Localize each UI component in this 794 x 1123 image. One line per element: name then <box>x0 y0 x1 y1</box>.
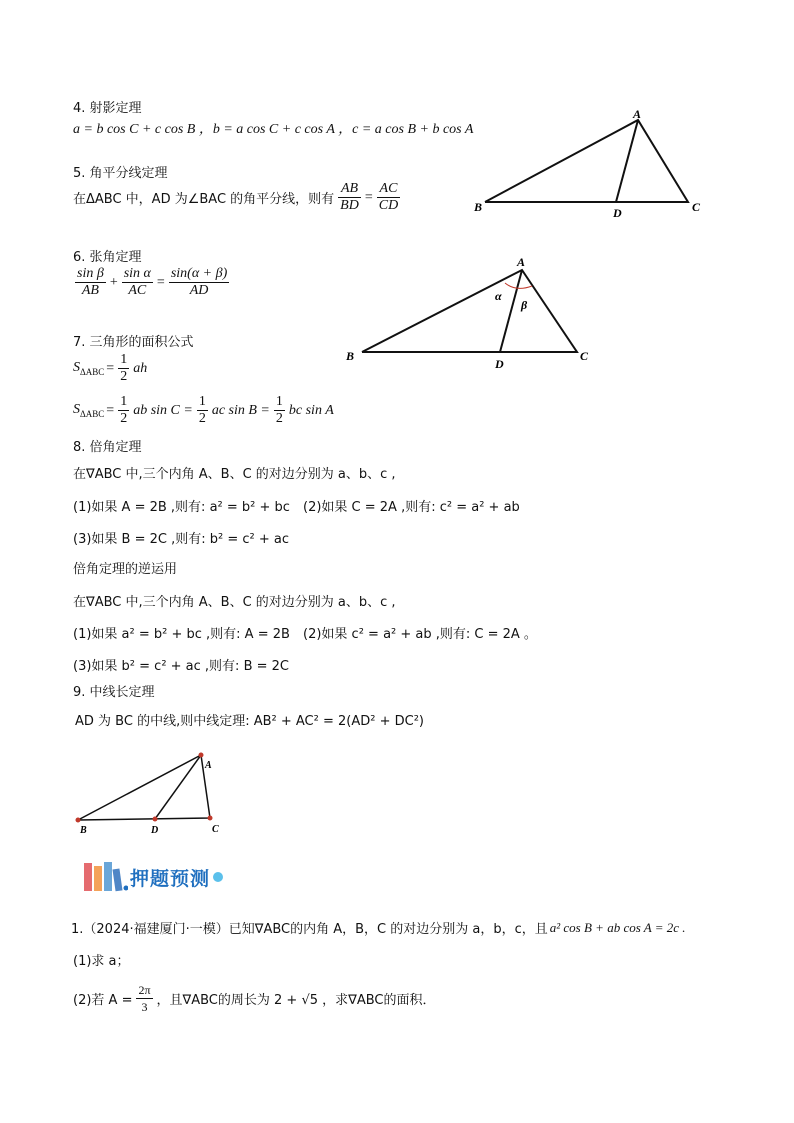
area-term-1: ab sin C = <box>133 402 193 418</box>
fraction-2pi-3 <box>136 982 152 1015</box>
fig2-label-alpha: α <box>495 289 502 303</box>
fraction-sinab-ad <box>169 266 229 299</box>
denominator: AC <box>128 283 147 298</box>
fraction-half <box>274 394 285 427</box>
area-formula-1: $S_{\Delta ABC}$ = $\frac{1}{2}$ ah <box>73 352 148 384</box>
numerator: 1 <box>120 394 128 409</box>
denominator: 2 <box>275 411 283 426</box>
fig3-label-c: C <box>212 824 219 835</box>
denominator: 2 <box>120 411 128 426</box>
area-term-2: ac sin B = <box>211 402 270 418</box>
numerator: 1 <box>275 394 283 409</box>
numerator: AB <box>338 181 361 198</box>
section-5-title: 5. 角平分线定理 <box>73 166 168 181</box>
part-2-prefix: (2)若 A = <box>73 993 133 1008</box>
badge-title: 押题预测 <box>130 867 211 890</box>
section-8-title: 8. 倍角定理 <box>73 440 142 455</box>
fig2-label-beta: β <box>521 298 528 312</box>
area-symbol: S <box>73 360 80 375</box>
section-9-title: 9. 中线长定理 <box>73 685 155 700</box>
angle-bisector-formula: 在ΔABC 中，AD 为∠BAC 的角平分线，则有 $\frac{AB}{BD}$ = $\frac{AC}{CD}$ <box>73 181 399 213</box>
fraction-half <box>118 352 129 385</box>
section-6-title: 6. 张角定理 <box>73 250 142 265</box>
books-icon <box>82 860 128 894</box>
denominator: AB <box>81 283 99 298</box>
numerator: sin(α + β) <box>170 266 228 281</box>
area-subscript: ΔABC <box>80 367 105 377</box>
fig1-label-c: C <box>692 200 701 214</box>
fig1-label-a: A <box>633 107 642 121</box>
problem-1-text: 1.（2024·福建厦门·一模）已知∇ABC的内角 A，B，C 的对边分别为 a，b，c，且 <box>71 922 548 937</box>
angle-bisector-text: 在ΔABC 中，AD 为∠BAC 的角平分线，则有 <box>73 192 335 207</box>
numerator: AC <box>377 181 400 198</box>
fig2-label-b: B <box>346 349 355 363</box>
part-2-suffix: ，且∇ABC的周长为 2 + √5 ，求∇ABC的面积． <box>156 993 436 1008</box>
projection-theorem-formula: a = b cos C + c cos B ，b = a cos C + c cos A ，c = a cos B + b cos A <box>73 122 474 137</box>
section-4-title: 4. 射影定理 <box>73 101 142 116</box>
fig2-label-d: D <box>495 357 504 371</box>
median-theorem-text: AD 为 BC 的中线,则中线定理: AB² + AC² = 2(AD² + DC²) <box>75 714 424 729</box>
fraction-ac-cd <box>377 181 400 214</box>
double-angle-inverse-1: (1)如果 a² = b² + bc ,则有: A = 2B <box>73 627 290 642</box>
dot-icon <box>212 871 224 883</box>
double-angle-case-3: (3)如果 B = 2C ,则有: b² = c² + ac <box>73 532 289 547</box>
area-term-3: bc sin A <box>288 402 334 418</box>
fig1-label-d: D <box>613 206 622 220</box>
double-angle-intro: 在∇ABC 中,三个内角 A、B、C 的对边分别为 a、b、c , <box>73 467 396 482</box>
problem-1-part-2 <box>73 982 436 1015</box>
section-7-title: 7. 三角形的面积公式 <box>73 335 194 350</box>
fraction-sinb-ab <box>75 266 106 299</box>
problem-1-part-1: (1)求 a； <box>73 954 130 969</box>
denominator: BD <box>340 198 359 213</box>
numerator: 2π <box>138 983 151 997</box>
numerator: sin β <box>77 266 104 281</box>
median-figure <box>65 745 235 840</box>
fraction-sina-ac <box>122 266 153 299</box>
numerator: 1 <box>198 394 206 409</box>
fig2-label-c: C <box>580 349 589 363</box>
area-subscript: ΔABC <box>80 409 105 419</box>
fig2-label-a: A <box>517 255 526 269</box>
problem-1-equation: a² cos B + ab cos A = 2c . <box>549 919 686 935</box>
fraction-half <box>118 394 129 427</box>
numerator: 1 <box>120 352 128 367</box>
double-angle-case-2: (2)如果 C = 2A ,则有: c² = a² + ab <box>303 500 520 515</box>
angle-bisector-figure <box>465 105 715 225</box>
problem-1-statement <box>71 918 686 937</box>
fig3-label-a: A <box>205 760 212 771</box>
opening-angle-figure <box>340 250 600 375</box>
double-angle-inverse-title: 倍角定理的逆运用 <box>73 562 178 577</box>
denominator: AD <box>189 283 209 298</box>
denominator: 2 <box>120 369 128 384</box>
fig1-label-b: B <box>474 200 483 214</box>
double-angle-case-1: (1)如果 A = 2B ,则有: a² = b² + bc <box>73 500 290 515</box>
denominator: CD <box>378 198 399 213</box>
numerator: sin α <box>123 266 151 281</box>
denominator: 3 <box>141 1000 148 1014</box>
fraction-half <box>197 394 208 427</box>
area-formula-2: $S_{\Delta ABC}$ = $\frac{1}{2}$ ab sin C = $\frac{1}{2}$ ac sin B = $\frac{1}{2}$ bc sin A <box>73 394 334 426</box>
fig3-label-d: D <box>151 825 159 836</box>
denominator: 2 <box>198 411 206 426</box>
fig3-label-b: B <box>80 825 87 836</box>
opening-angle-formula: $\frac{\text{sin β}}{AB}$ + $\frac{\text{sin α}}{AC}$ = $\frac{\sin(\alpha + \beta)}{AD}$ <box>77 266 228 298</box>
prediction-section-badge <box>82 860 224 894</box>
area-formula-1-rest: ah <box>133 360 148 376</box>
fraction-ab-bd <box>338 181 361 214</box>
area-symbol: S <box>73 402 80 417</box>
double-angle-inverse-3: (3)如果 b² = c² + ac ,则有: B = 2C <box>73 659 289 674</box>
double-angle-inverse-intro: 在∇ABC 中,三个内角 A、B、C 的对边分别为 a、b、c , <box>73 595 396 610</box>
double-angle-inverse-2: (2)如果 c² = a² + ab ,则有: C = 2A 。 <box>303 627 537 642</box>
